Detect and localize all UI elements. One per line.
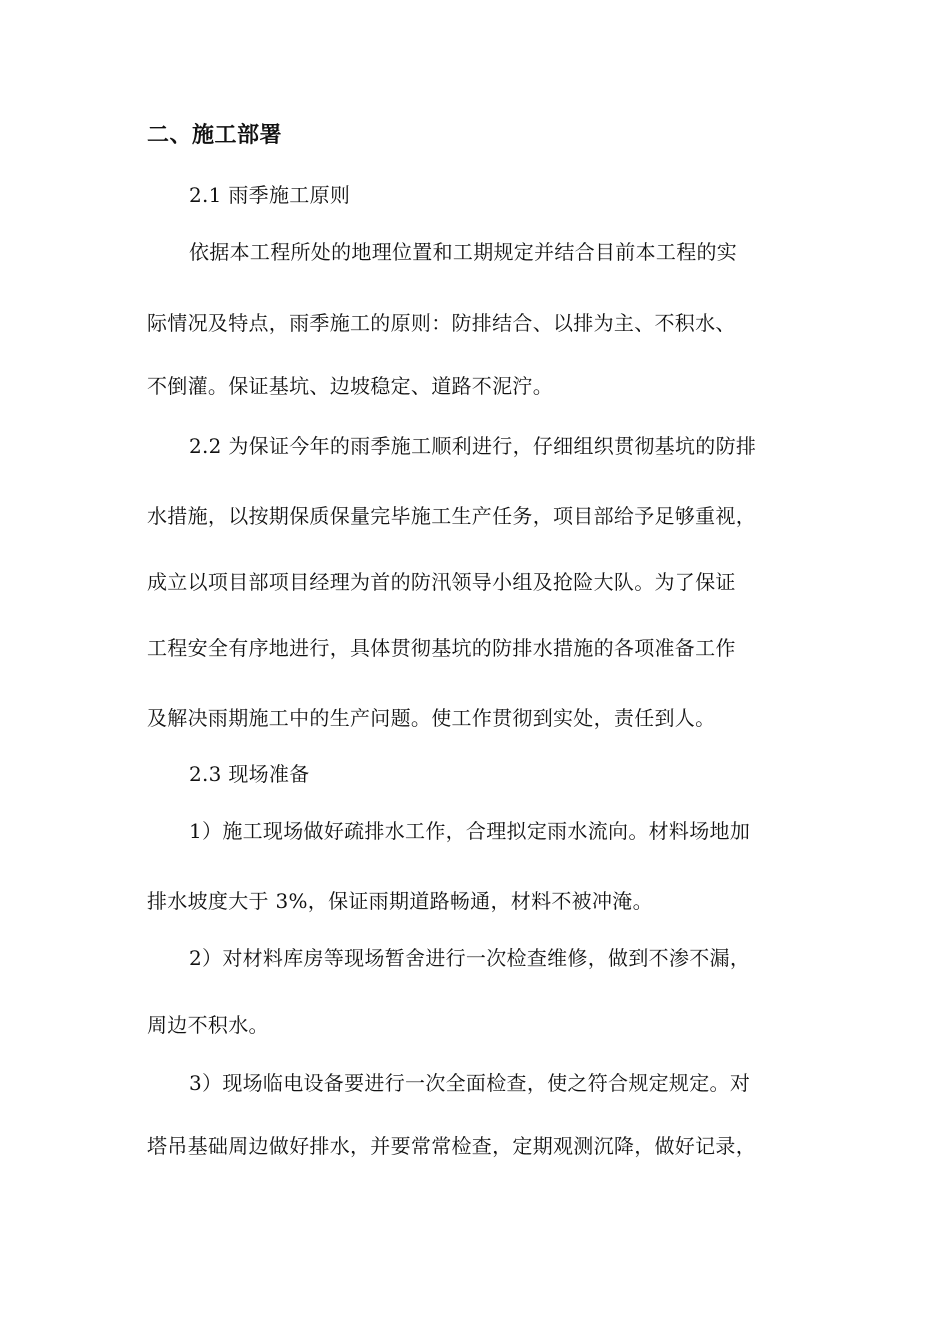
paragraph-2-2-line-1: 2.2 为保证今年的雨季施工顺利进行，仔细组织贯彻基坑的防排: [189, 434, 757, 458]
item-2-line-2: 周边不积水。: [147, 1013, 269, 1037]
paragraph-2-1-line-3: 不倒灌。保证基坑、边坡稳定、道路不泥泞。: [147, 374, 553, 398]
paragraph-2-2-line-5: 及解决雨期施工中的生产问题。使工作贯彻到实处，责任到人。: [147, 706, 716, 730]
paragraph-2-1-line-1: 依据本工程所处的地理位置和工期规定并结合目前本工程的实: [189, 240, 738, 264]
paragraph-2-2-line-3: 成立以项目部项目经理为首的防汛领导小组及抢险大队。为了保证: [147, 570, 736, 594]
item-1-line-2: 排水坡度大于 3%，保证雨期道路畅通，材料不被冲淹。: [147, 889, 653, 913]
item-3-line-2: 塔吊基础周边做好排水，并要常常检查，定期观测沉降，做好记录，: [147, 1134, 756, 1158]
paragraph-2-1-line-2: 际情况及特点，雨季施工的原则：防排结合、以排为主、不积水、: [147, 311, 736, 335]
paragraph-2-2-line-2: 水措施，以按期保质保量完毕施工生产任务，项目部给予足够重视，: [147, 504, 756, 528]
subsection-title-2-1: 2.1 雨季施工原则: [189, 183, 351, 207]
paragraph-2-2-line-4: 工程安全有序地进行，具体贯彻基坑的防排水措施的各项准备工作: [147, 636, 736, 660]
section-title: 二、施工部署: [147, 122, 283, 148]
item-1-line-1: 1）施工现场做好疏排水工作，合理拟定雨水流向。材料场地加: [189, 819, 751, 843]
subsection-title-2-3: 2.3 现场准备: [189, 762, 310, 786]
item-2-line-1: 2）对材料库房等现场暂舍进行一次检查维修，做到不渗不漏，: [189, 946, 751, 970]
item-3-line-1: 3）现场临电设备要进行一次全面检查，使之符合规定规定。对: [189, 1071, 751, 1095]
